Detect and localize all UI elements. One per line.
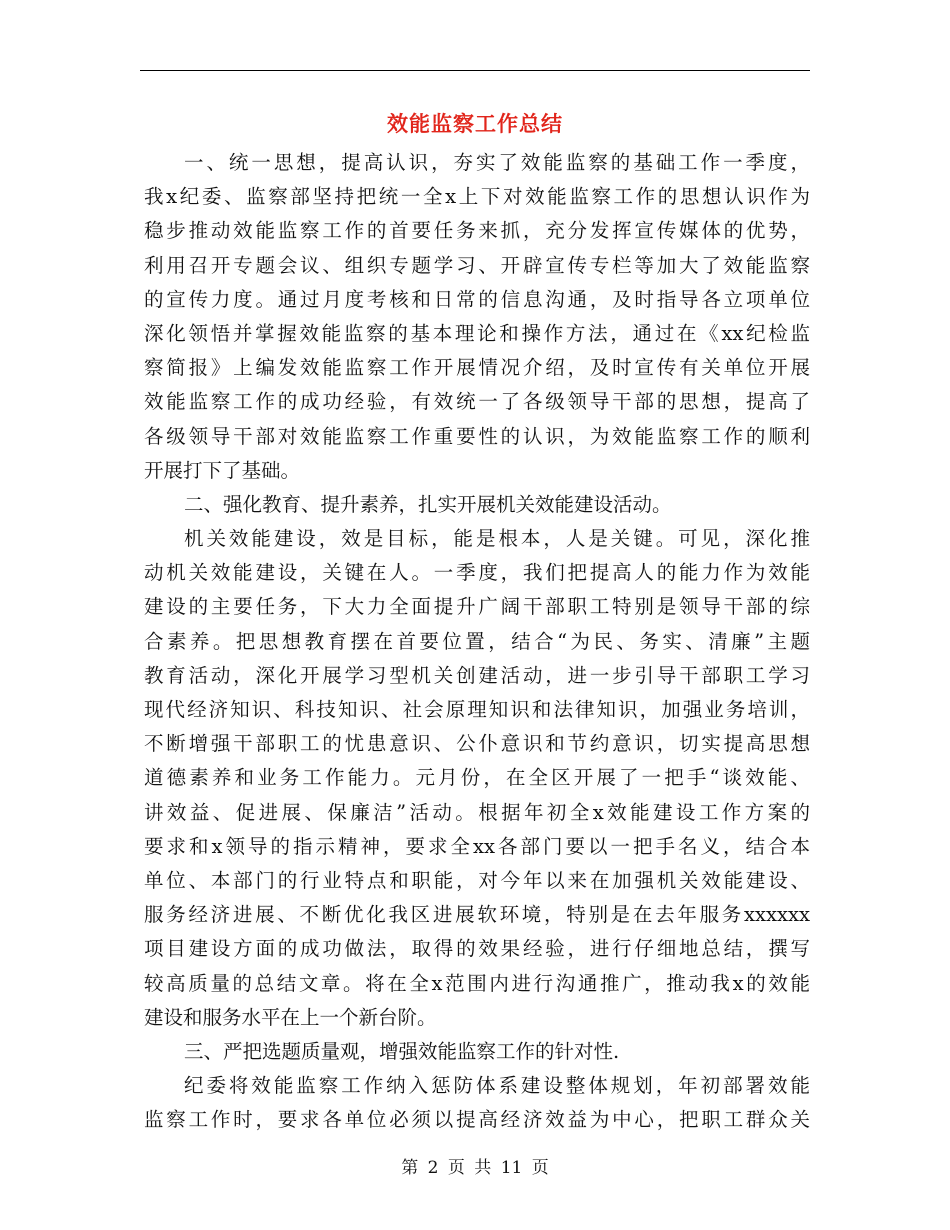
- header-rule: [140, 70, 810, 71]
- text-line: 道德素养和业务工作能力。元月份，在全区开展了一把手“谈效能、: [144, 766, 810, 790]
- text-line: 单位、本部门的行业特点和职能，对今年以来在加强机关效能建设、: [144, 868, 810, 892]
- text-line: 效能监察工作的成功经验，有效统一了各级领导干部的思想，提高了: [144, 390, 810, 414]
- text-line: 的宣传力度。通过月度考核和日常的信息沟通，及时指导各立项单位: [144, 287, 810, 311]
- text-line: 较高质量的总结文章。将在全x范围内进行沟通推广，推动我x的效能: [144, 971, 810, 995]
- text-line: 各级领导干部对效能监察工作重要性的认识，为效能监察工作的顺利: [144, 424, 810, 448]
- text-line: 三、严把选题质量观，增强效能监察工作的针对性.: [184, 1039, 620, 1063]
- text-line: 察简报》上编发效能监察工作开展情况介绍，及时宣传有关单位开展: [144, 356, 810, 380]
- text-line: 二、强化教育、提升素养，扎实开展机关效能建设活动。: [184, 492, 672, 516]
- text-line: 深化领悟并掌握效能监察的基本理论和操作方法，通过在《xx纪检监: [144, 321, 810, 345]
- text-line: 合素养。把思想教育摆在首要位置，结合“为民、务实、清廉”主题: [144, 629, 810, 653]
- text-line: 建设的主要任务，下大力全面提升广阔干部职工特别是领导干部的综: [144, 595, 810, 619]
- text-line: 建设和服务水平在上一个新台阶。: [144, 1005, 437, 1029]
- text-line: 项目建设方面的成功做法，取得的效果经验，进行仔细地总结，撰写: [144, 937, 810, 961]
- text-line: 一、统一思想，提高认识，夯实了效能监察的基础工作一季度，: [184, 151, 810, 174]
- text-line: 动机关效能建设，关键在人。一季度，我们把提高人的能力作为效能: [144, 561, 810, 585]
- document-title: 效能监察工作总结: [387, 112, 563, 136]
- text-line: 不断增强干部职工的忧患意识、公仆意识和节约意识，切实提高思想: [144, 732, 810, 756]
- text-line: 我x纪委、监察部坚持把统一全x上下对效能监察工作的思想认识作为: [144, 185, 810, 209]
- text-line: 利用召开专题会议、组织专题学习、开辟宣传专栏等加大了效能监察: [144, 253, 810, 277]
- text-line: 教育活动，深化开展学习型机关创建活动，进一步引导干部职工学习: [144, 663, 810, 687]
- text-line: 机关效能建设，效是目标，能是根本，人是关键。可见，深化推: [184, 527, 810, 551]
- text-line: 要求和x领导的指示精神，要求全xx各部门要以一把手名义，结合本: [144, 834, 810, 858]
- page-footer: 第 2 页 共 11 页: [401, 1158, 549, 1178]
- document-body: [144, 146, 810, 1137]
- text-line: 稳步推动效能监察工作的首要任务来抓，充分发挥宣传媒体的优势，: [144, 219, 810, 243]
- text-line: 监察工作时，要求各单位必须以提高经济效益为中心，把职工群众关: [144, 1108, 810, 1132]
- text-line: 开展打下了基础。: [144, 458, 301, 482]
- text-line: 纪委将效能监察工作纳入惩防体系建设整体规划，年初部署效能: [184, 1074, 810, 1098]
- text-line: 讲效益、促进展、保廉洁”活动。根据年初全x效能建设工作方案的: [144, 800, 810, 824]
- text-line: 现代经济知识、科技知识、社会原理知识和法律知识，加强业务培训，: [144, 698, 810, 721]
- text-line: 服务经济进展、不断优化我区进展软环境，特别是在去年服务xxxxxx: [144, 903, 810, 927]
